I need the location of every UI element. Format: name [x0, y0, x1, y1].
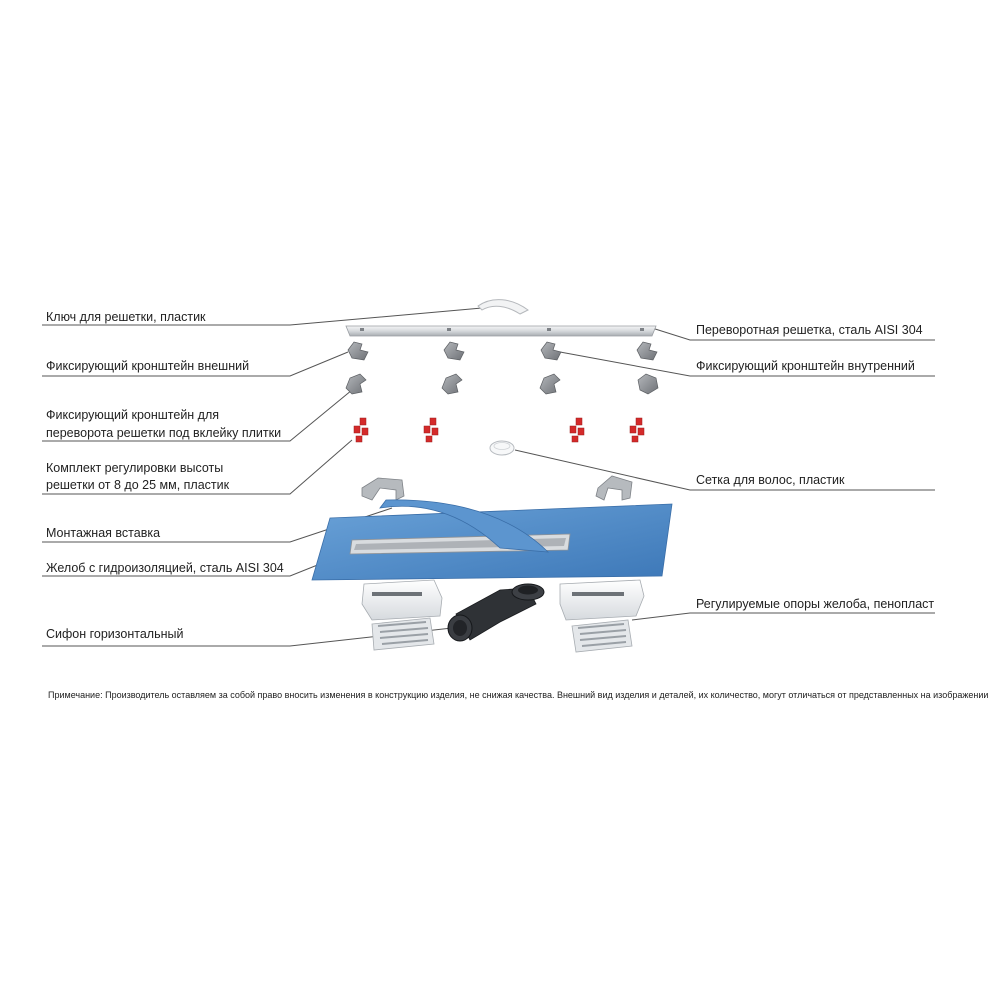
hair-strainer-part	[490, 441, 514, 455]
grate-key-part	[478, 300, 528, 314]
label-height-kit-line1: Комплект регулировки высоты	[46, 461, 224, 475]
label-grate-key: Ключ для решетки, пластик	[46, 310, 206, 324]
label-bracket-flip-line2: переворота решетки под вклейку плитки	[46, 426, 282, 440]
label-siphon: Сифон горизонтальный	[46, 627, 184, 641]
reversible-grate-part	[346, 326, 656, 336]
label-reversible-grate: Переворотная решетка, сталь AISI 304	[696, 323, 923, 337]
label-bracket-outer: Фиксирующий кронштейн внешний	[46, 359, 250, 373]
callout-line-supports	[632, 613, 935, 620]
foam-wedge-right	[572, 620, 632, 652]
horizontal-siphon-part	[448, 584, 544, 641]
label-hair-strainer: Сетка для волос, пластик	[696, 473, 845, 487]
foam-wedge-left	[372, 618, 434, 650]
label-foam-supports: Регулируемые опоры желоба, пенопласт	[696, 597, 935, 611]
label-bracket-inner: Фиксирующий кронштейн внутренний	[696, 359, 915, 373]
label-bracket-flip-line1: Фиксирующий кронштейн для	[46, 408, 220, 422]
mounting-insert-part	[362, 476, 632, 500]
label-channel: Желоб с гидроизоляцией, сталь AISI 304	[46, 561, 284, 575]
channel-with-membrane-part	[312, 500, 672, 580]
label-mount-insert: Монтажная вставка	[46, 526, 161, 540]
bracket-row-outer-inner	[348, 342, 657, 360]
label-height-kit-line2: решетки от 8 до 25 мм, пластик	[46, 478, 230, 492]
disclaimer-note: Примечание: Производитель оставляем за собой право вносить изменения в конструкцию изделия, не снижая качества. Внешний вид изделия и деталей, их количество, могут отличаться от представленных на изображении	[48, 690, 989, 700]
height-adjustment-kit-part	[354, 418, 644, 442]
bracket-row-flip	[346, 374, 658, 394]
